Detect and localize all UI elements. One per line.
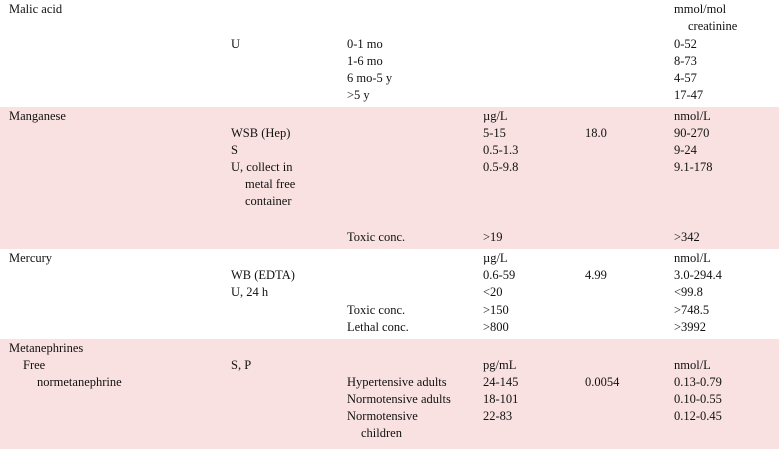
lethal-label: Lethal conc.: [347, 320, 409, 334]
si-value: 0.13-0.79: [674, 375, 722, 389]
conventional-value: <20: [483, 285, 503, 299]
si-value: 0.10-0.55: [674, 392, 722, 406]
si-value: 9-24: [674, 143, 697, 157]
row-mercury: [0, 249, 779, 339]
specimen: WSB (Hep): [231, 126, 291, 140]
row-malic-acid: [0, 0, 779, 107]
condition: >5 y: [347, 88, 370, 102]
row-metanephrines: [0, 339, 779, 449]
lethal-conventional: >800: [483, 320, 509, 334]
si-unit: nmol/L: [674, 251, 711, 265]
condition: 6 mo-5 y: [347, 71, 393, 85]
si-unit: nmol/L: [674, 109, 711, 123]
toxic-conventional: >150: [483, 303, 509, 317]
specimen: S, P: [231, 358, 252, 372]
toxic-si: >748.5: [674, 303, 710, 317]
sub-test-name-cont: normetanephrine: [37, 375, 122, 389]
si-value: 0.12-0.45: [674, 409, 722, 423]
test-name: Malic acid: [9, 2, 63, 16]
conventional-value: 24-145: [483, 375, 519, 389]
si-value: 90-270: [674, 126, 710, 140]
si-value: <99.8: [674, 285, 703, 299]
specimen-cont: container: [245, 194, 292, 208]
sub-test-name: Free: [23, 358, 46, 372]
row-manganese: [0, 107, 779, 249]
test-name: Mercury: [9, 251, 53, 265]
test-name: Metanephrines: [9, 341, 84, 355]
conventional-unit: µg/L: [483, 109, 508, 123]
lethal-si: >3992: [674, 320, 707, 334]
toxic-conventional: >19: [483, 230, 503, 244]
conventional-value: 0.5-9.8: [483, 160, 519, 174]
specimen: WB (EDTA): [231, 268, 295, 282]
group-label: Normotensive adults: [347, 392, 451, 406]
toxic-label: Toxic conc.: [347, 303, 406, 317]
test-name: Manganese: [9, 109, 66, 123]
conventional-value: 18-101: [483, 392, 519, 406]
conventional-value: 22-83: [483, 409, 513, 423]
specimen: S: [231, 143, 238, 157]
si-value: 17-47: [674, 88, 704, 102]
si-unit: mmol/mol: [674, 2, 727, 16]
specimen-cont: metal free: [245, 177, 296, 191]
si-value: 3.0-294.4: [674, 268, 722, 282]
si-value: 0-52: [674, 37, 697, 51]
condition: 0-1 mo: [347, 37, 383, 51]
group-label: Hypertensive adults: [347, 375, 447, 389]
specimen: U, 24 h: [231, 285, 269, 299]
specimen: U: [231, 37, 241, 51]
toxic-si: >342: [674, 230, 700, 244]
condition: 1-6 mo: [347, 54, 383, 68]
conventional-unit: µg/L: [483, 251, 508, 265]
specimen: U, collect in: [231, 160, 293, 174]
conversion-factor: 18.0: [585, 126, 607, 140]
conventional-unit: pg/mL: [483, 358, 517, 372]
conventional-value: 5-15: [483, 126, 506, 140]
group-label: Normotensive: [347, 409, 418, 423]
si-value: 8-73: [674, 54, 697, 68]
conversion-factor: 0.0054: [585, 375, 620, 389]
si-value: 9.1-178: [674, 160, 713, 174]
conventional-value: 0.5-1.3: [483, 143, 519, 157]
si-unit-cont: creatinine: [688, 19, 738, 33]
conventional-value: 0.6-59: [483, 268, 516, 282]
si-unit: nmol/L: [674, 358, 711, 372]
si-value: 4-57: [674, 71, 697, 85]
toxic-label: Toxic conc.: [347, 230, 406, 244]
group-label-cont: children: [361, 426, 402, 440]
conversion-factor: 4.99: [585, 268, 607, 282]
